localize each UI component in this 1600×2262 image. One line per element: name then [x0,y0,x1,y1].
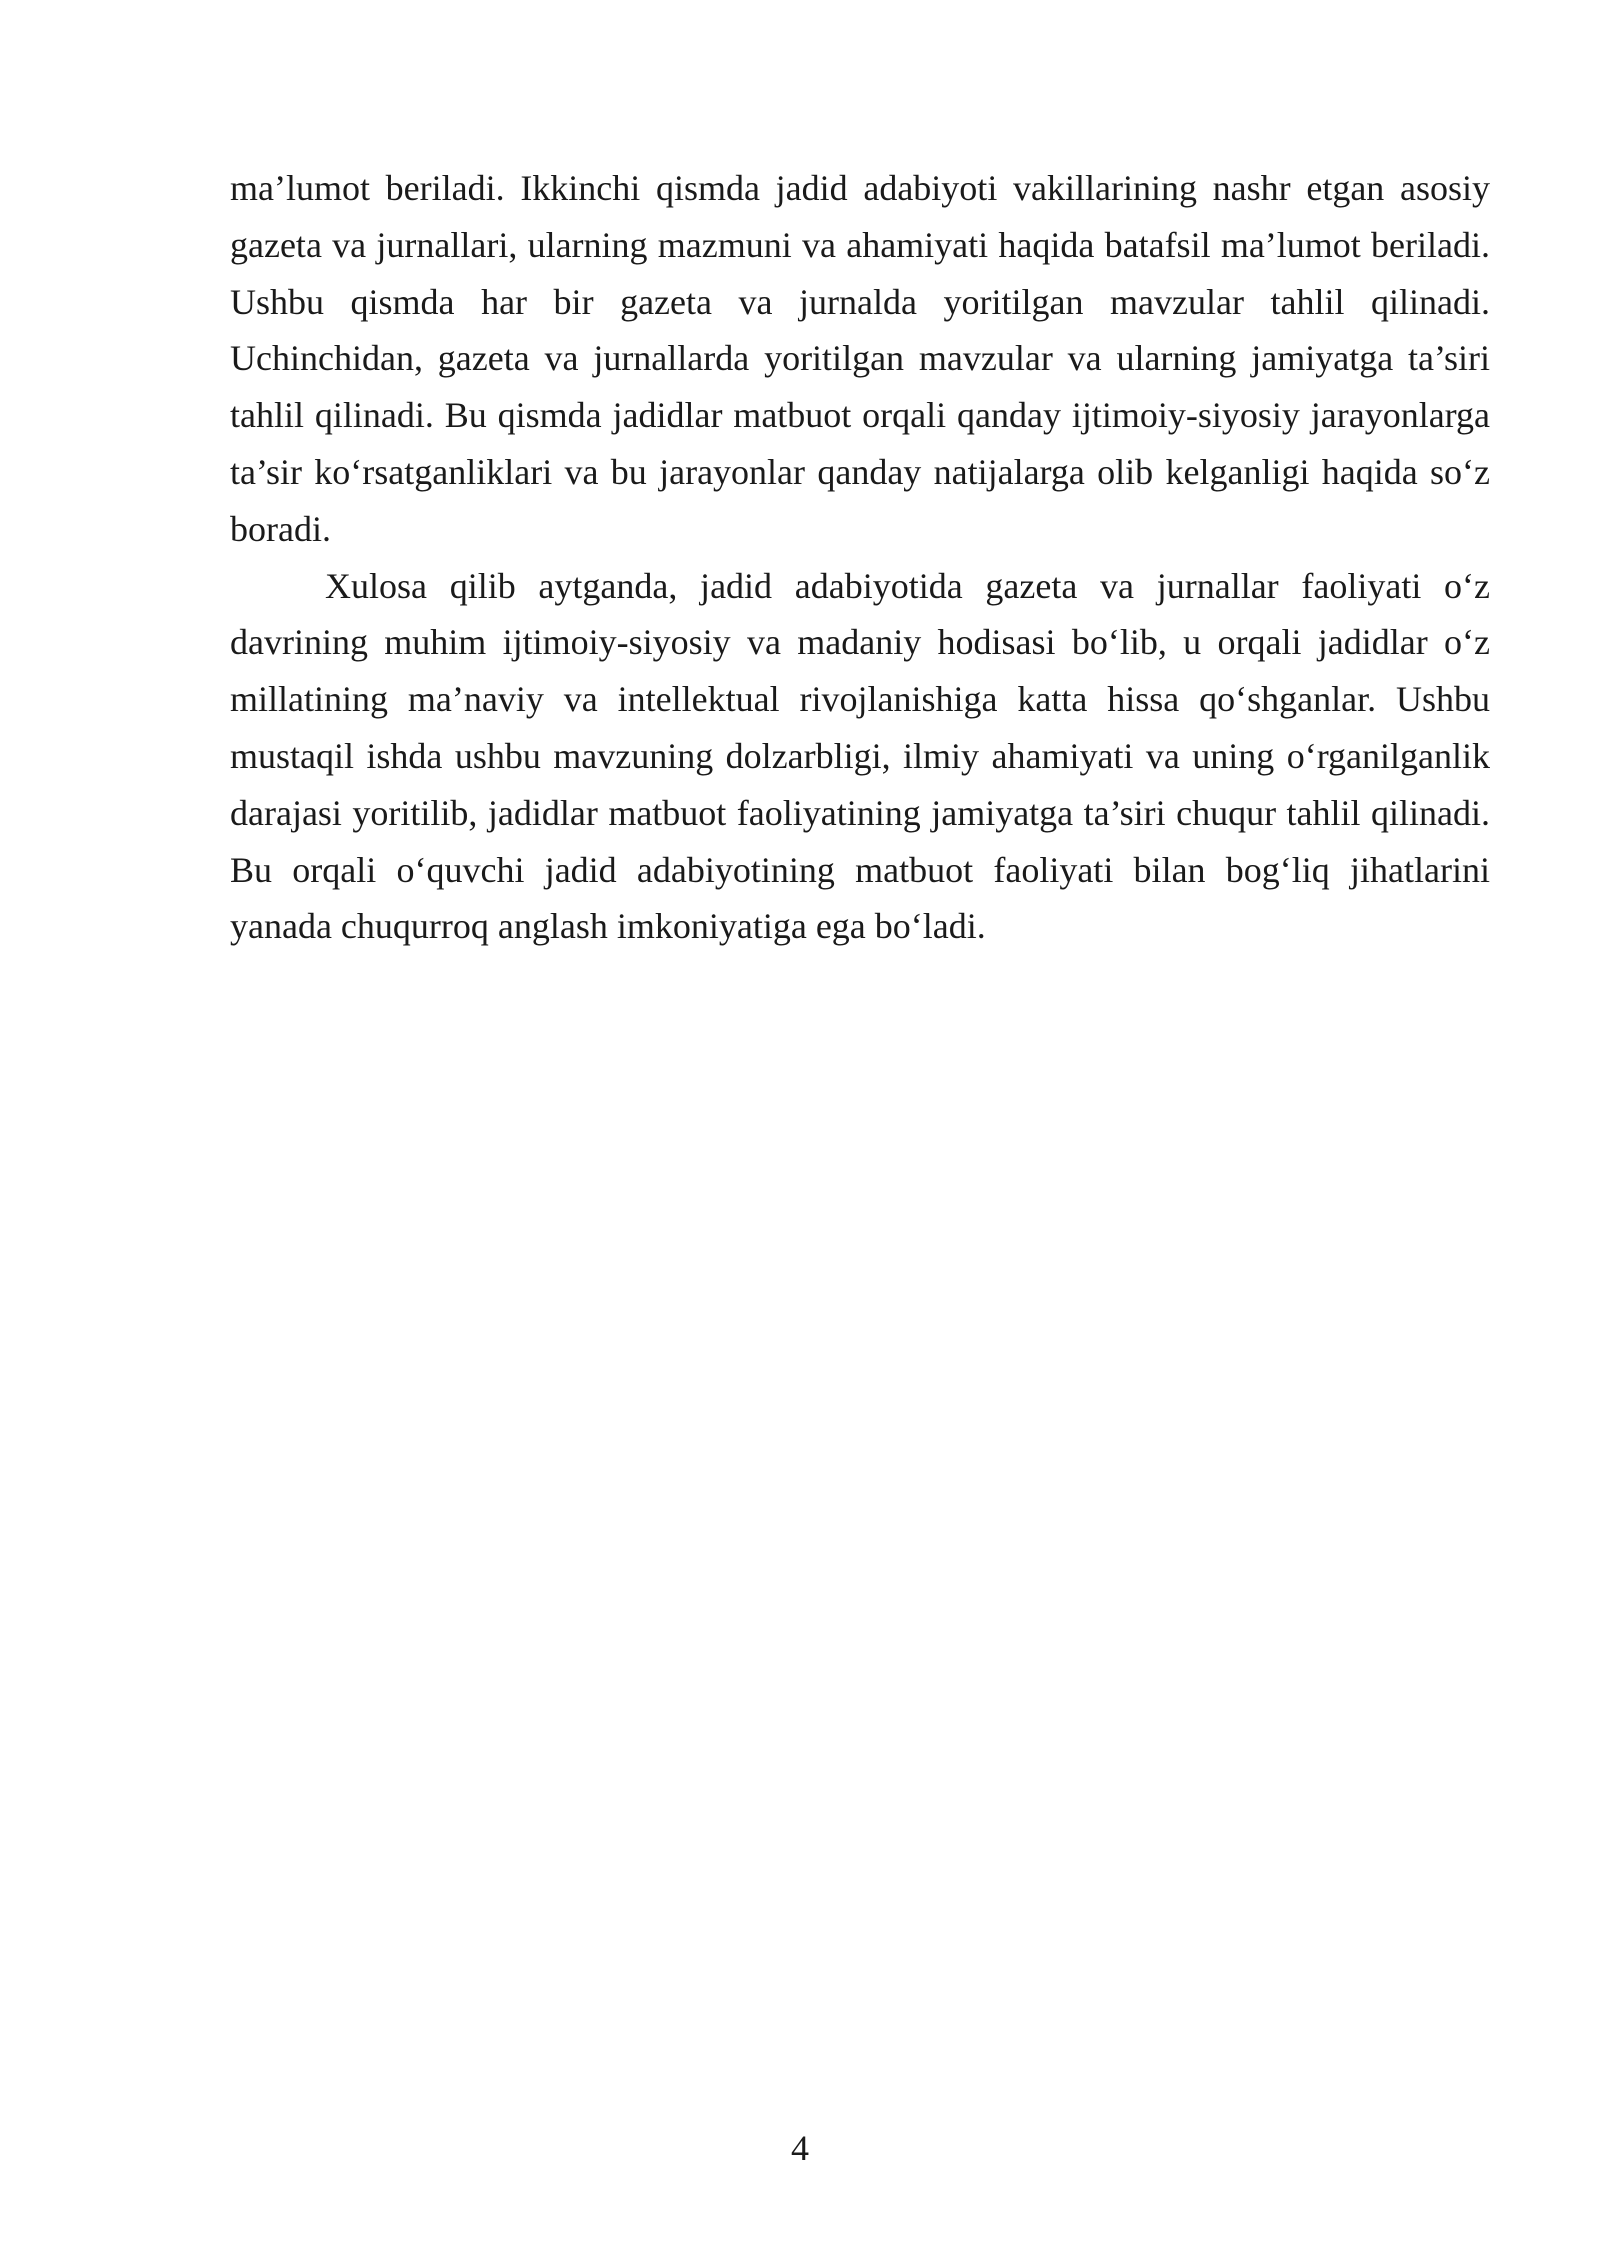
paragraph-continuation: ma’lumot beriladi. Ikkinchi qismda jadid adabiyoti vakillarining nashr etgan asosiy gazeta va jurnallari, ularning mazmuni va ahamiyati haqida batafsil ma’lumot beriladi. Ushbu qismda har bir gazeta va jurnalda yoritilgan mavzular tahlil qilinadi. Uchinchidan, gazeta va jurnallarda yoritilgan mavzular va ularning jamiyatga ta’siri tahlil qilinadi. Bu qismda jadidlar matbuot orqali qanday ijtimoiy-siyosiy jarayonlarga ta’sir ko‘rsatganliklari va bu jarayonlar qanday natijalarga olib kelganligi haqida so‘z boradi. [230,168,1490,549]
paragraph-conclusion: Xulosa qilib aytganda, jadid adabiyotida gazeta va jurnallar faoliyati o‘z davrining muhim ijtimoiy-siyosiy va madaniy hodisasi bo‘lib, u orqali jadidlar o‘z millatining ma’naviy va intellektual rivojlanishiga katta hissa qo‘shganlar. Ushbu mustaqil ishda ushbu mavzuning dolzarbligi, ilmiy ahamiyati va uning o‘rganilganlik darajasi yoritilib, jadidlar matbuot faoliyatining jamiyatga ta’siri chuqur tahlil qilinadi. Bu orqali o‘quvchi jadid adabiyotining matbuot faoliyati bilan bog‘liq jihatlarini yanada chuqurroq anglash imkoniyatiga ega bo‘ladi. [230,565,1490,947]
page-number: 4 [791,2128,809,2168]
body-text [230,160,1490,955]
